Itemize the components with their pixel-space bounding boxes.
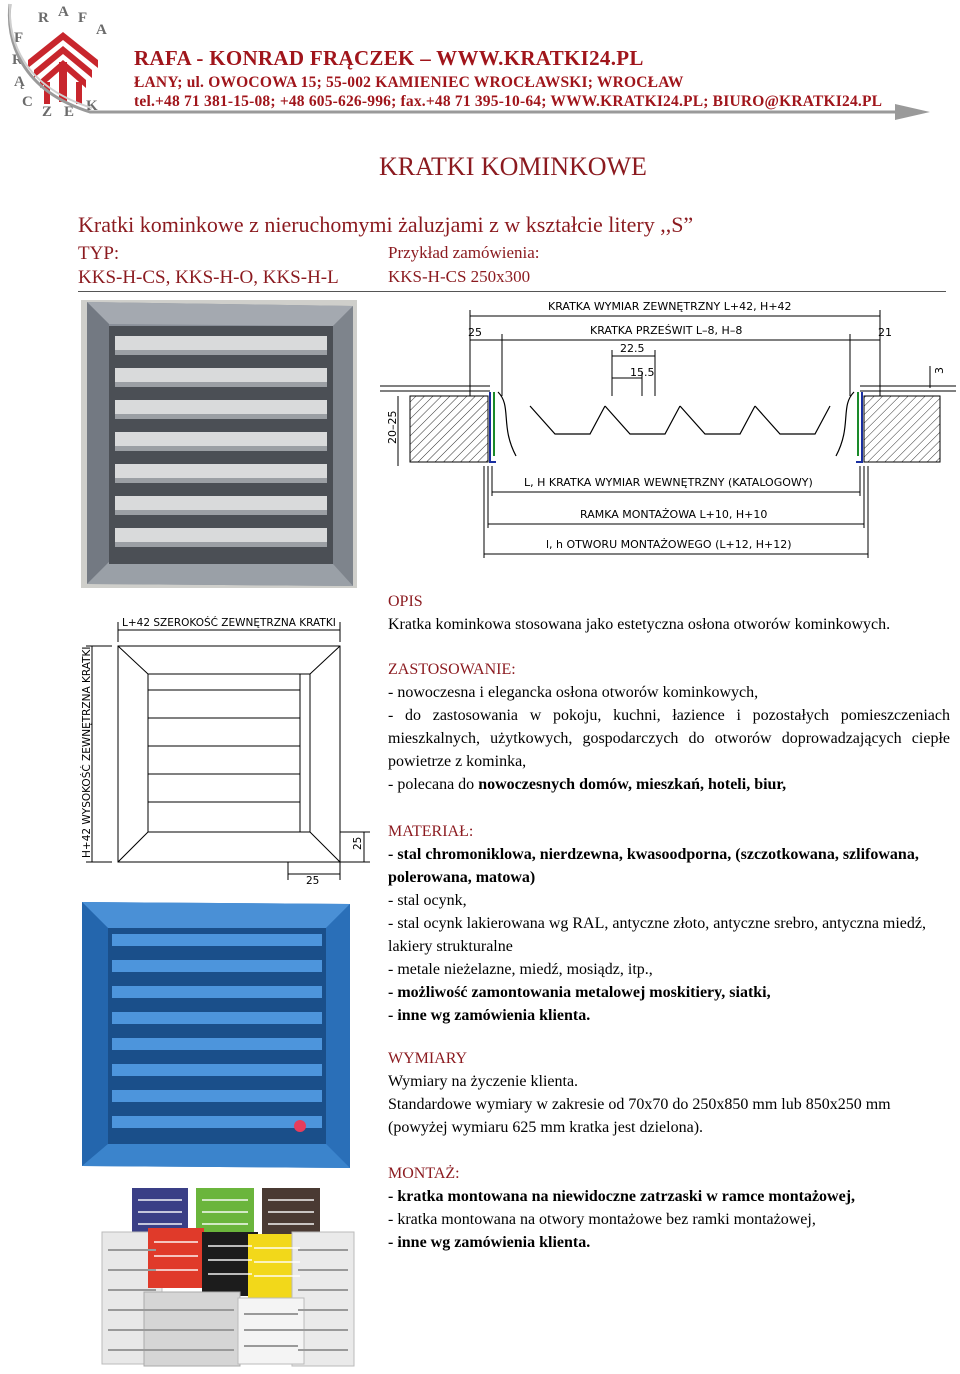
material-line-5: - możliwość zamontowania metalowej moskitiery, siatki, <box>388 984 771 1001</box>
material-line-2: - stal ocynk, <box>388 892 467 909</box>
montaz-line-2: - kratka montowana na otwory montażowe bez ramki montażowej, <box>388 1211 816 1228</box>
section-montaz <box>388 1162 950 1254</box>
front-width-label: L+42 SZEROKOŚĆ ZEWNĘTRZNA KRATKI <box>122 617 336 629</box>
svg-text:C: C <box>22 94 33 110</box>
svg-text:R: R <box>12 52 23 68</box>
section-material <box>388 820 950 1027</box>
colored-grilles-photo <box>92 1180 362 1370</box>
dim-25: 25 <box>468 326 482 339</box>
svg-text:K: K <box>86 98 98 114</box>
wymiary-heading: WYMIARY <box>388 1050 468 1067</box>
section-opis <box>388 590 950 636</box>
dim-22-5: 22.5 <box>620 342 645 355</box>
dim-20-25: 20–25 <box>386 410 399 444</box>
dim-outer: KRATKA WYMIAR ZEWNĘTRZNY L+42, H+42 <box>548 300 792 313</box>
svg-text:R: R <box>38 10 49 26</box>
zastosowanie-line-1: - nowoczesna i elegancka osłona otworów kominkowych, <box>388 684 759 701</box>
order-example-label: Przykład zamówienia: <box>388 243 540 262</box>
gray-grille-photo <box>81 300 357 588</box>
type-value: KKS-H-CS, KKS-H-O, KKS-H-L <box>78 267 339 288</box>
front-dim-25-bottom: 25 <box>306 875 320 887</box>
material-heading: MATERIAŁ: <box>388 823 474 840</box>
svg-text:Ą: Ą <box>14 74 25 90</box>
front-dim-25-right: 25 <box>352 836 364 850</box>
blue-grille-photo <box>78 900 354 1170</box>
cross-section-diagram <box>380 296 956 560</box>
svg-text:F: F <box>78 10 88 26</box>
material-line-1: - stal chromoniklowa, nierdzewna, kwasoodporna, (szczotkowana, szlifowana, polerowana, matowa) <box>388 846 919 886</box>
svg-text:A: A <box>96 22 107 38</box>
front-height-label: H+42 WYSOKOŚĆ ZEWNĘTRZNA KRATKI <box>81 646 93 858</box>
montaz-heading: MONTAŻ: <box>388 1165 460 1182</box>
svg-text:F: F <box>14 30 24 46</box>
order-example-value: KKS-H-CS 250x300 <box>388 267 531 286</box>
montaz-line-3: - inne wg zamówienia klienta. <box>388 1234 591 1251</box>
material-line-3: - stal ocynk lakierowana wg RAL, antyczne złoto, antyczne srebro, antyczna miedź, lakiery strukturalne <box>388 915 927 955</box>
zastosowanie-line-3-prefix: - polecana do <box>388 776 479 793</box>
front-view-diagram <box>78 612 374 888</box>
montaz-line-1: - kratka montowana na niewidoczne zatrzaski w ramce montażowej, <box>388 1188 856 1205</box>
header <box>0 0 960 125</box>
dim-frame: RAMKA MONTAŻOWA L+10, H+10 <box>580 508 768 521</box>
zastosowanie-line-3-bold: nowoczesnych domów, mieszkań, hoteli, biur, <box>478 776 787 793</box>
zastosowanie-heading: ZASTOSOWANIE: <box>388 661 516 678</box>
dim-clear: KRATKA PRZEŚWIT L–8, H–8 <box>590 324 743 337</box>
material-line-6: - inne wg zamówienia klienta. <box>388 1007 591 1024</box>
page-subtitle: Kratki kominkowe z nieruchomymi żaluzjami z w kształcie litery ,,S” <box>78 212 694 237</box>
company-name: RAFA - KONRAD FRĄCZEK – WWW.KRATKI24.PL <box>134 46 644 70</box>
wymiary-line-1: Wymiary na życzenie klienta. <box>388 1073 579 1090</box>
dim-3: 3 <box>933 367 946 374</box>
material-line-4: - metale nieżelazne, miedź, mosiądz, itp., <box>388 961 653 978</box>
opis-text: Kratka kominkowa stosowana jako estetyczna osłona otworów kominkowych. <box>388 616 891 633</box>
opis-heading: OPIS <box>388 593 423 610</box>
dim-21: 21 <box>878 326 892 339</box>
svg-text:A: A <box>58 4 69 20</box>
section-zastosowanie <box>388 658 950 796</box>
wymiary-line-2: Standardowe wymiary w zakresie od 70x70 do 250x850 mm lub 850x250 mm <box>388 1096 891 1113</box>
zastosowanie-line-2: - do zastosowania w pokoju, kuchni, łazience i pozostałych pomieszczeniach mieszkalnych, użytkowych, gospodarczych do otworów doprowadzających ciepłe powietrze z kominka, <box>388 707 950 770</box>
page-title: KRATKI KOMINKOWE <box>379 152 647 181</box>
type-label: TYP: <box>78 243 120 264</box>
title-divider <box>78 291 946 292</box>
section-wymiary <box>388 1047 950 1139</box>
svg-text:E: E <box>64 104 75 118</box>
dim-15-5: 15.5 <box>630 366 655 379</box>
dim-inner: L, H KRATKA WYMIAR WEWNĘTRZNY (KATALOGOWY) <box>524 476 813 489</box>
zastosowanie-line-3 <box>388 773 950 796</box>
company-contact: tel.+48 71 381-15-08; +48 605-626-996; fax.+48 71 395-10-64; WWW.KRATKI24.PL; BIURO@KRATKI24.PL <box>134 93 883 110</box>
wymiary-line-3: (powyżej wymiaru 625 mm kratka jest dzielona). <box>388 1119 704 1136</box>
company-address: ŁANY; ul. OWOCOWA 15; 55-002 KAMIENIEC WROCŁAWSKI; WROCŁAW <box>134 74 684 91</box>
dim-hole: l, h OTWORU MONTAŻOWEGO (L+12, H+12) <box>546 538 792 551</box>
svg-text:Z: Z <box>42 104 53 118</box>
